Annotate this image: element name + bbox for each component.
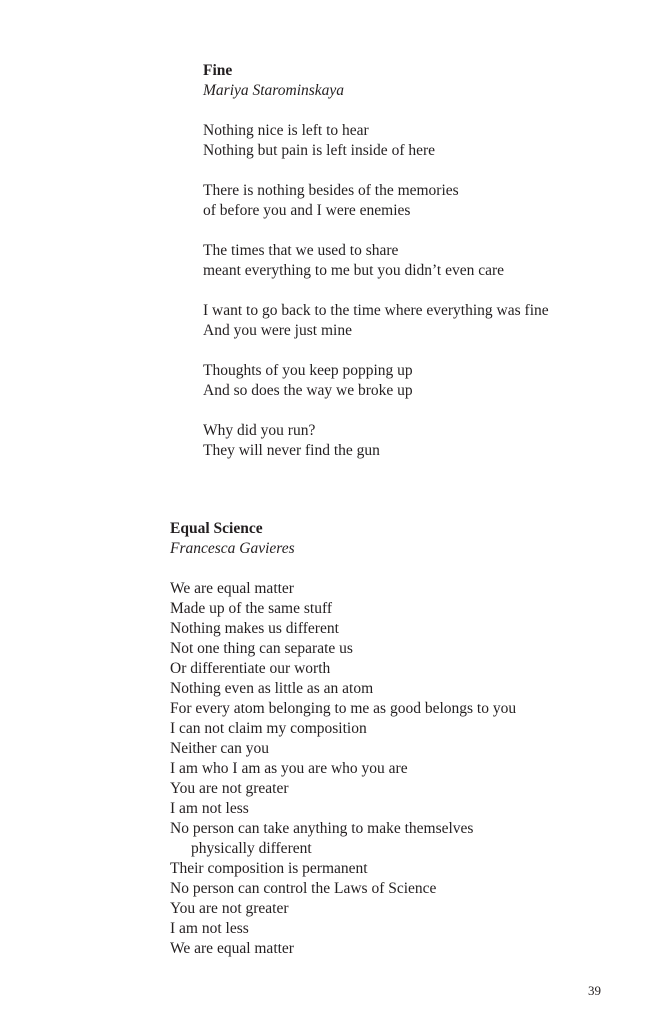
poem-line: I am not less: [170, 800, 249, 817]
stanza: [203, 121, 549, 161]
poem-equal-science: [170, 519, 516, 959]
poem-line: You are not greater: [170, 780, 289, 797]
poem-line: Not one thing can separate us: [170, 640, 353, 657]
stanza: [203, 421, 549, 461]
poem-line: They will never find the gun: [203, 442, 380, 459]
poem-title: Equal Science: [170, 520, 263, 537]
poem-line: Neither can you: [170, 740, 269, 757]
poem-line: Nothing even as little as an atom: [170, 680, 374, 697]
stanza: [203, 181, 549, 221]
poem-line: There is nothing besides of the memories: [203, 182, 459, 199]
stanza: [203, 361, 549, 401]
stanza: [203, 301, 549, 341]
poem-line: I can not claim my composition: [170, 720, 367, 737]
poem-line: Or differentiate our worth: [170, 660, 331, 677]
poem-line: Nothing but pain is left inside of here: [203, 142, 436, 159]
poem-line: Thoughts of you keep popping up: [203, 362, 413, 379]
poem-line: I am who I am as you are who you are: [170, 760, 408, 777]
poem-line: No person can control the Laws of Science: [170, 880, 437, 897]
poem-line: meant everything to me but you didn’t even care: [203, 262, 505, 279]
stanza: [170, 579, 516, 959]
stanza: [203, 241, 549, 281]
poem-line: Their composition is permanent: [170, 860, 368, 877]
poem-fine: [203, 61, 549, 461]
poem-line: of before you and I were enemies: [203, 202, 411, 219]
poem-line: The times that we used to share: [203, 242, 399, 259]
poem-line: I want to go back to the time where everything was fine: [203, 302, 549, 319]
poem-line: Nothing nice is left to hear: [203, 122, 369, 139]
poem-author: Francesca Gavieres: [170, 540, 295, 557]
poem-line-continuation: physically different: [191, 840, 312, 857]
page-number: 39: [588, 983, 601, 998]
poem-line: And so does the way we broke up: [203, 382, 413, 399]
poem-line: No person can take anything to make themselves: [170, 820, 474, 837]
poem-line: You are not greater: [170, 900, 289, 917]
poem-line: Why did you run?: [203, 422, 316, 439]
poem-title: Fine: [203, 62, 233, 79]
poem-line: I am not less: [170, 920, 249, 937]
poem-line: We are equal matter: [170, 580, 294, 597]
poem-line: Made up of the same stuff: [170, 600, 332, 617]
poem-line: And you were just mine: [203, 322, 352, 339]
poem-author: Mariya Starominskaya: [203, 82, 345, 99]
poem-line: For every atom belonging to me as good belongs to you: [170, 700, 517, 717]
poem-line: We are equal matter: [170, 940, 294, 957]
poem-line: Nothing makes us different: [170, 620, 339, 637]
